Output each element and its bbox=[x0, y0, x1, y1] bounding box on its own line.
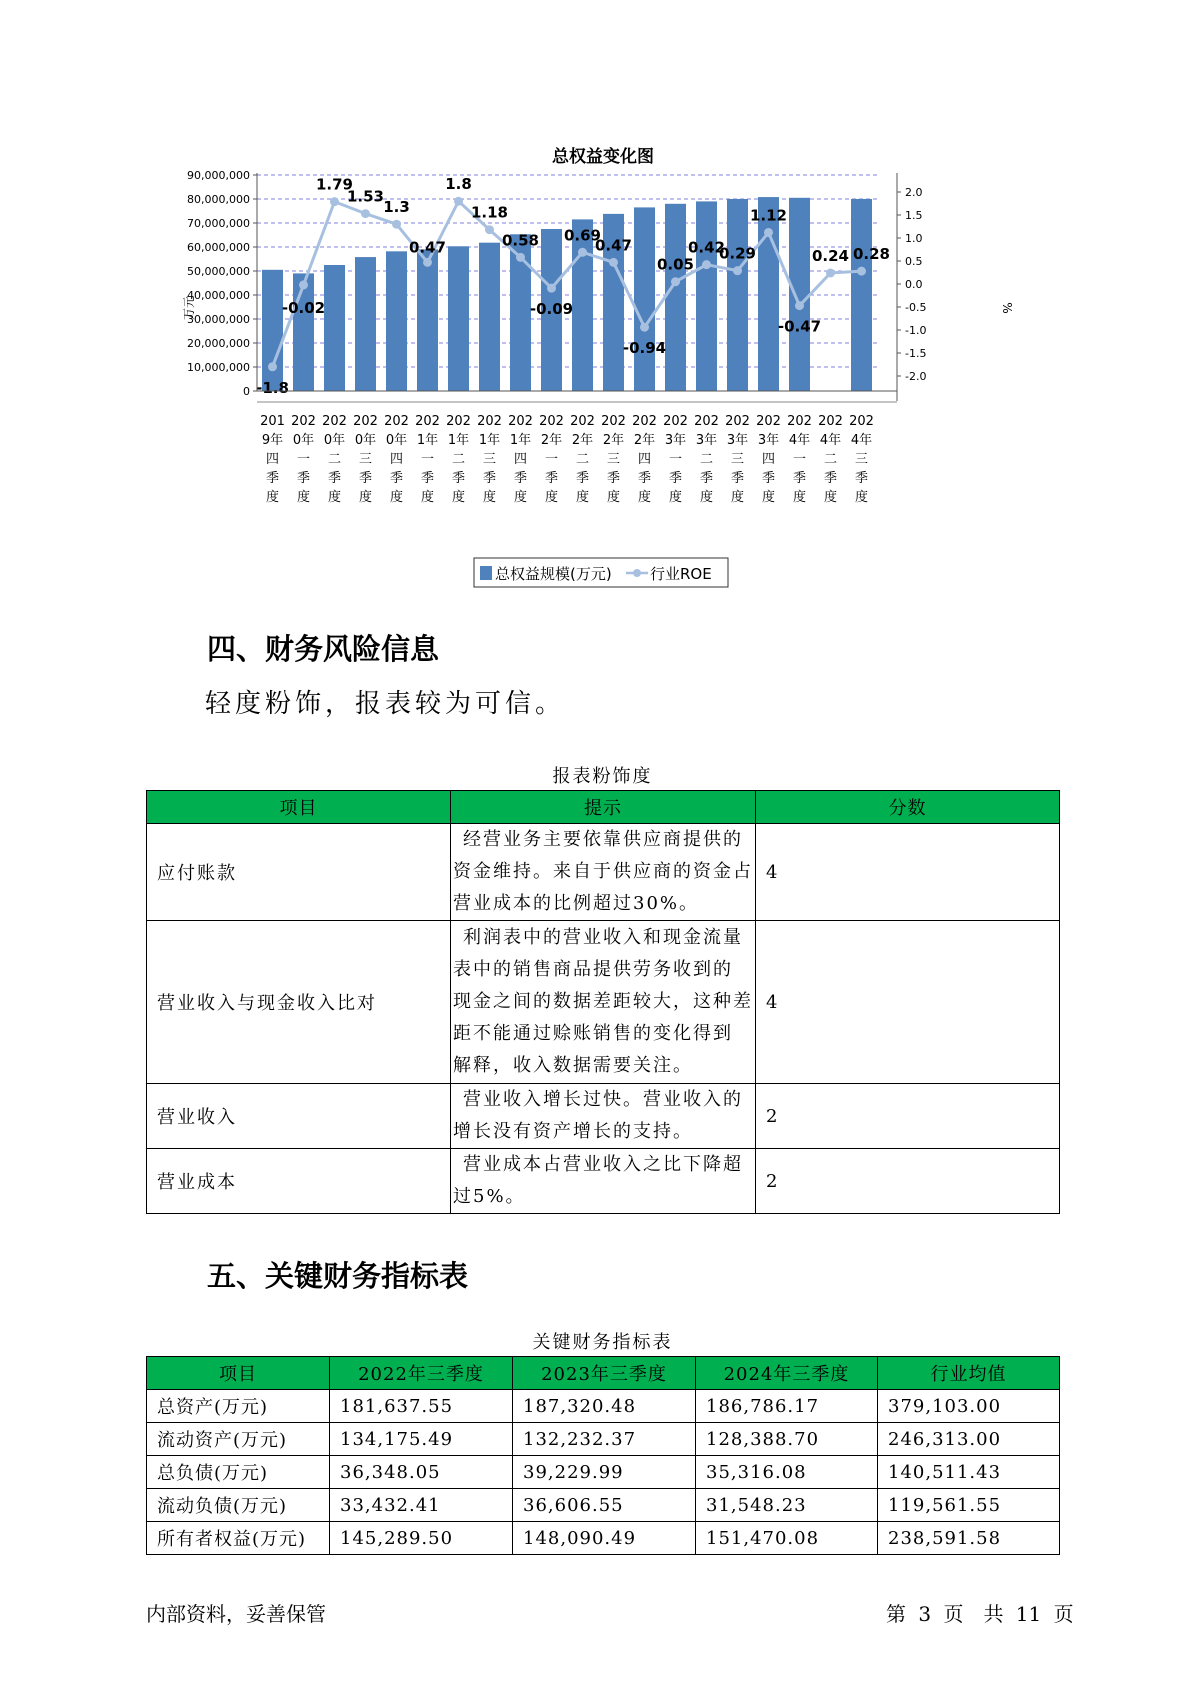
x-tick-label: 202 bbox=[818, 414, 843, 429]
x-tick-label: 四 bbox=[761, 452, 776, 467]
y-tick-label: 80,000,000 bbox=[187, 193, 250, 206]
bar bbox=[417, 249, 438, 391]
roe-data-label: -0.47 bbox=[777, 317, 822, 336]
roe-point bbox=[671, 277, 680, 286]
risk-item: 营业成本 bbox=[147, 1149, 451, 1214]
x-tick-label: 季 bbox=[730, 471, 745, 486]
indicator-value: 134,175.49 bbox=[330, 1423, 513, 1456]
x-tick-label: 季 bbox=[699, 471, 714, 486]
x-tick-label: 一 bbox=[792, 452, 807, 467]
x-tick-label: 4年 bbox=[850, 433, 873, 448]
bar bbox=[386, 251, 407, 391]
indicator-value: 132,232.37 bbox=[513, 1423, 696, 1456]
indicator-value: 35,316.08 bbox=[696, 1456, 878, 1489]
section-5-heading: 五、关键财务指标表 bbox=[207, 1259, 469, 1293]
x-tick-label: 1年 bbox=[478, 433, 501, 448]
x-tick-label: 1年 bbox=[509, 433, 532, 448]
indicator-value: 39,229.99 bbox=[513, 1456, 696, 1489]
indicator-value: 128,388.70 bbox=[696, 1423, 878, 1456]
risk-hint-line: 过5%。 bbox=[453, 1186, 526, 1207]
bar bbox=[324, 265, 345, 391]
x-tick-label: 0年 bbox=[292, 433, 315, 448]
x-tick-label: 度 bbox=[420, 490, 435, 505]
kpi-table-caption: 关键财务指标表 bbox=[532, 1332, 673, 1353]
y2-tick-label: -1.0 bbox=[905, 324, 927, 337]
table-row bbox=[147, 1423, 1060, 1456]
x-tick-label: 度 bbox=[606, 490, 621, 505]
indicator-name: 所有者权益(万元) bbox=[147, 1522, 330, 1555]
x-tick-label: 202 bbox=[787, 414, 812, 429]
roe-point bbox=[702, 260, 711, 269]
x-tick-label: 季 bbox=[823, 471, 838, 486]
chart-legend bbox=[474, 558, 728, 587]
x-tick-label: 3年 bbox=[726, 433, 749, 448]
bar bbox=[572, 219, 593, 391]
roe-point bbox=[609, 258, 618, 267]
roe-point bbox=[268, 362, 277, 371]
x-tick-label: 三 bbox=[482, 452, 497, 467]
y2-tick-label: 2.0 bbox=[905, 186, 923, 199]
table-row bbox=[147, 921, 1060, 1084]
bar bbox=[727, 199, 748, 391]
x-tick-label: 202 bbox=[539, 414, 564, 429]
x-tick-label: 二 bbox=[575, 452, 590, 467]
x-tick-label: 度 bbox=[730, 490, 745, 505]
risk-score: 4 bbox=[756, 921, 1060, 1084]
indicator-name: 总负债(万元) bbox=[147, 1456, 330, 1489]
x-tick-label: 季 bbox=[296, 471, 311, 486]
column-header-item: 项目 bbox=[147, 1357, 330, 1390]
risk-item: 应付账款 bbox=[147, 824, 451, 921]
roe-point bbox=[640, 323, 649, 332]
risk-hint-line: 距不能通过赊账销售的变化得到 bbox=[453, 1023, 733, 1044]
indicator-value: 145,289.50 bbox=[330, 1522, 513, 1555]
x-tick-label: 度 bbox=[544, 490, 559, 505]
roe-data-label: 1.8 bbox=[445, 175, 472, 194]
x-tick-label: 3年 bbox=[695, 433, 718, 448]
x-tick-label: 二 bbox=[699, 452, 714, 467]
y-tick-label: 70,000,000 bbox=[187, 217, 250, 230]
indicator-value: 119,561.55 bbox=[878, 1489, 1060, 1522]
x-tick-label: 季 bbox=[854, 471, 869, 486]
roe-data-label: -0.94 bbox=[622, 339, 667, 358]
x-tick-label: 四 bbox=[265, 452, 280, 467]
indicator-name: 流动资产(万元) bbox=[147, 1423, 330, 1456]
roe-point bbox=[392, 220, 401, 229]
x-tick-label: 度 bbox=[792, 490, 807, 505]
footer-page-number: 第 3 页 共 11 页 bbox=[886, 1602, 1074, 1626]
indicator-value: 238,591.58 bbox=[878, 1522, 1060, 1555]
column-header-2022q3: 2022年三季度 bbox=[330, 1357, 513, 1390]
x-tick-label: 四 bbox=[389, 452, 404, 467]
indicator-name: 总资产(万元) bbox=[147, 1390, 330, 1423]
x-tick-label: 1年 bbox=[447, 433, 470, 448]
x-tick-label: 1年 bbox=[416, 433, 439, 448]
x-tick-label: 季 bbox=[327, 471, 342, 486]
x-tick-label: 季 bbox=[668, 471, 683, 486]
risk-item: 营业收入 bbox=[147, 1084, 451, 1149]
x-tick-label: 4年 bbox=[819, 433, 842, 448]
risk-hint bbox=[451, 1149, 756, 1214]
x-tick-label: 2年 bbox=[540, 433, 563, 448]
x-tick-label: 2年 bbox=[571, 433, 594, 448]
x-tick-label: 2年 bbox=[633, 433, 656, 448]
bar bbox=[262, 270, 283, 391]
column-header-hint: 提示 bbox=[451, 791, 756, 824]
indicator-value: 186,786.17 bbox=[696, 1390, 878, 1423]
risk-summary: 轻度粉饰，报表较为可信。 bbox=[205, 689, 566, 719]
y2-tick-label: 1.5 bbox=[905, 209, 923, 222]
x-tick-label: 202 bbox=[849, 414, 874, 429]
legend-bar-label: 总权益规模(万元) bbox=[495, 565, 612, 583]
indicator-value: 140,511.43 bbox=[878, 1456, 1060, 1489]
risk-hint-line: 现金之间的数据差距较大，这种差 bbox=[453, 991, 753, 1012]
column-header-industry-avg: 行业均值 bbox=[878, 1357, 1060, 1390]
y-tick-label: 10,000,000 bbox=[187, 361, 250, 374]
x-tick-label: 度 bbox=[699, 490, 714, 505]
y-tick-label: 60,000,000 bbox=[187, 241, 250, 254]
roe-point bbox=[454, 197, 463, 206]
x-tick-label: 季 bbox=[761, 471, 776, 486]
roe-point bbox=[578, 248, 587, 257]
roe-data-label: -1.8 bbox=[256, 379, 289, 397]
x-tick-label: 季 bbox=[637, 471, 652, 486]
x-tick-label: 度 bbox=[513, 490, 528, 505]
y-tick-label: 0 bbox=[243, 385, 250, 398]
roe-data-label: 1.12 bbox=[749, 206, 788, 225]
x-tick-label: 202 bbox=[291, 414, 316, 429]
x-tick-label: 202 bbox=[384, 414, 409, 429]
roe-data-label: 0.05 bbox=[656, 255, 695, 274]
roe-point bbox=[485, 225, 494, 234]
indicator-value: 148,090.49 bbox=[513, 1522, 696, 1555]
roe-data-label: 0.29 bbox=[718, 244, 757, 263]
y-axis-left-label: 万元 bbox=[182, 295, 196, 321]
x-tick-label: 一 bbox=[668, 452, 683, 467]
legend-line-label: 行业ROE bbox=[650, 565, 712, 583]
x-tick-label: 三 bbox=[606, 452, 621, 467]
x-tick-label: 202 bbox=[725, 414, 750, 429]
risk-hint-line: 经营业务主要依靠供应商提供的 bbox=[463, 829, 743, 850]
indicator-value: 36,606.55 bbox=[513, 1489, 696, 1522]
legend-bar-swatch bbox=[480, 566, 492, 580]
y-tick-label: 40,000,000 bbox=[187, 289, 250, 302]
x-tick-label: 季 bbox=[389, 471, 404, 486]
x-tick-label: 202 bbox=[477, 414, 502, 429]
key-financial-indicators-table bbox=[146, 1356, 1060, 1555]
roe-data-label: 1.53 bbox=[346, 187, 385, 206]
x-tick-label: 季 bbox=[420, 471, 435, 486]
section-4-heading: 四、财务风险信息 bbox=[207, 632, 440, 666]
y2-tick-label: 0.0 bbox=[905, 278, 923, 291]
table-row bbox=[147, 1522, 1060, 1555]
risk-hint-line: 营业成本的比例超过30%。 bbox=[453, 893, 700, 914]
x-tick-label: 季 bbox=[451, 471, 466, 486]
x-tick-label: 度 bbox=[823, 490, 838, 505]
roe-data-label: 0.42 bbox=[687, 238, 726, 257]
roe-point bbox=[795, 301, 804, 310]
x-tick-label: 202 bbox=[322, 414, 347, 429]
roe-data-label: 0.28 bbox=[852, 245, 891, 264]
risk-hint bbox=[451, 824, 756, 921]
column-header-item: 项目 bbox=[147, 791, 451, 824]
column-header-2024q3: 2024年三季度 bbox=[696, 1357, 878, 1390]
y2-tick-label: -0.5 bbox=[905, 301, 927, 314]
risk-hint-line: 表中的销售商品提供劳务收到的 bbox=[453, 959, 733, 980]
x-tick-label: 度 bbox=[389, 490, 404, 505]
risk-hint bbox=[451, 1084, 756, 1149]
table-row bbox=[147, 1489, 1060, 1522]
table-row bbox=[147, 1390, 1060, 1423]
bar bbox=[851, 199, 872, 391]
x-tick-label: 季 bbox=[544, 471, 559, 486]
roe-point bbox=[857, 267, 866, 276]
x-tick-label: 季 bbox=[265, 471, 280, 486]
roe-point bbox=[299, 280, 308, 289]
x-tick-label: 0年 bbox=[354, 433, 377, 448]
table-header-row bbox=[147, 791, 1060, 824]
x-tick-label: 4年 bbox=[788, 433, 811, 448]
bar bbox=[634, 207, 655, 391]
risk-item: 营业收入与现金收入比对 bbox=[147, 921, 451, 1084]
x-tick-label: 二 bbox=[823, 452, 838, 467]
x-tick-label: 季 bbox=[482, 471, 497, 486]
x-tick-label: 201 bbox=[260, 414, 285, 429]
x-tick-label: 度 bbox=[761, 490, 776, 505]
x-tick-label: 二 bbox=[327, 452, 342, 467]
roe-point bbox=[330, 197, 339, 206]
roe-point bbox=[547, 284, 556, 293]
risk-score: 2 bbox=[756, 1149, 1060, 1214]
x-tick-label: 度 bbox=[854, 490, 869, 505]
y-axis-right-label: % bbox=[1000, 302, 1014, 314]
x-tick-label: 三 bbox=[358, 452, 373, 467]
x-tick-label: 9年 bbox=[261, 433, 284, 448]
table-row bbox=[147, 1149, 1060, 1214]
indicator-value: 181,637.55 bbox=[330, 1390, 513, 1423]
risk-score: 4 bbox=[756, 824, 1060, 921]
risk-hint-line: 解释，收入数据需要关注。 bbox=[453, 1055, 693, 1076]
table-header-row bbox=[147, 1357, 1060, 1390]
x-tick-label: 度 bbox=[451, 490, 466, 505]
roe-point bbox=[516, 253, 525, 262]
risk-hint-line: 资金维持。来自于供应商的资金占 bbox=[453, 861, 753, 882]
x-tick-label: 202 bbox=[694, 414, 719, 429]
roe-data-label: -0.02 bbox=[281, 298, 326, 317]
indicator-value: 379,103.00 bbox=[878, 1390, 1060, 1423]
risk-hint-line: 利润表中的营业收入和现金流量 bbox=[463, 927, 743, 948]
roe-data-label: 1.79 bbox=[315, 175, 354, 194]
bar bbox=[448, 246, 469, 391]
risk-table-caption: 报表粉饰度 bbox=[552, 766, 653, 787]
x-tick-label: 四 bbox=[637, 452, 652, 467]
x-tick-label: 202 bbox=[756, 414, 781, 429]
x-tick-label: 二 bbox=[451, 452, 466, 467]
column-header-score: 分数 bbox=[756, 791, 1060, 824]
x-tick-label: 三 bbox=[730, 452, 745, 467]
risk-hint-line: 营业成本占营业收入之比下降超 bbox=[463, 1154, 743, 1175]
equity-change-chart bbox=[160, 130, 1014, 590]
x-tick-label: 季 bbox=[792, 471, 807, 486]
roe-data-label: 0.47 bbox=[594, 236, 633, 255]
column-header-2023q3: 2023年三季度 bbox=[513, 1357, 696, 1390]
bar bbox=[355, 257, 376, 391]
x-tick-label: 202 bbox=[601, 414, 626, 429]
legend-line-marker bbox=[633, 569, 641, 577]
indicator-value: 151,470.08 bbox=[696, 1522, 878, 1555]
roe-data-label: 0.69 bbox=[563, 226, 602, 245]
roe-point bbox=[423, 258, 432, 267]
indicator-value: 187,320.48 bbox=[513, 1390, 696, 1423]
y-tick-label: 30,000,000 bbox=[187, 313, 250, 326]
window-dressing-table bbox=[146, 790, 1060, 1214]
risk-hint-line: 增长没有资产增长的支持。 bbox=[453, 1121, 693, 1142]
y2-tick-label: 0.5 bbox=[905, 255, 923, 268]
x-tick-label: 四 bbox=[513, 452, 528, 467]
x-tick-label: 季 bbox=[358, 471, 373, 486]
bar bbox=[479, 243, 500, 391]
x-tick-label: 202 bbox=[632, 414, 657, 429]
roe-data-label: 0.47 bbox=[408, 238, 447, 257]
x-tick-label: 202 bbox=[508, 414, 533, 429]
bar bbox=[696, 201, 717, 391]
chart-title: 总权益变化图 bbox=[552, 147, 654, 167]
roe-point bbox=[826, 268, 835, 277]
roe-point bbox=[361, 209, 370, 218]
x-tick-label: 度 bbox=[327, 490, 342, 505]
footer-confidential-note: 内部资料，妥善保管 bbox=[146, 1602, 326, 1626]
x-tick-label: 度 bbox=[575, 490, 590, 505]
x-tick-label: 季 bbox=[575, 471, 590, 486]
x-tick-label: 度 bbox=[482, 490, 497, 505]
roe-data-label: 0.24 bbox=[811, 246, 850, 265]
y2-tick-label: 1.0 bbox=[905, 232, 923, 245]
indicator-value: 246,313.00 bbox=[878, 1423, 1060, 1456]
x-tick-label: 2年 bbox=[602, 433, 625, 448]
x-tick-label: 度 bbox=[668, 490, 683, 505]
bar bbox=[758, 197, 779, 391]
x-tick-label: 202 bbox=[446, 414, 471, 429]
roe-data-label: 1.18 bbox=[470, 203, 509, 222]
x-tick-label: 度 bbox=[637, 490, 652, 505]
roe-data-label: 0.58 bbox=[501, 231, 540, 250]
roe-point bbox=[764, 228, 773, 237]
bar bbox=[665, 204, 686, 391]
x-tick-label: 3年 bbox=[757, 433, 780, 448]
roe-data-label: 1.3 bbox=[383, 198, 410, 217]
x-tick-label: 一 bbox=[420, 452, 435, 467]
y-tick-label: 50,000,000 bbox=[187, 265, 250, 278]
indicator-name: 流动负债(万元) bbox=[147, 1489, 330, 1522]
indicator-value: 33,432.41 bbox=[330, 1489, 513, 1522]
table-row bbox=[147, 1456, 1060, 1489]
y2-tick-label: -1.5 bbox=[905, 347, 927, 360]
bar bbox=[293, 273, 314, 391]
x-tick-label: 0年 bbox=[323, 433, 346, 448]
x-tick-label: 三 bbox=[854, 452, 869, 467]
table-row bbox=[147, 1084, 1060, 1149]
x-tick-label: 度 bbox=[358, 490, 373, 505]
indicator-value: 31,548.23 bbox=[696, 1489, 878, 1522]
x-tick-label: 一 bbox=[544, 452, 559, 467]
x-tick-label: 季 bbox=[606, 471, 621, 486]
risk-hint-line: 营业收入增长过快。营业收入的 bbox=[463, 1089, 743, 1110]
x-tick-label: 202 bbox=[663, 414, 688, 429]
x-tick-label: 202 bbox=[570, 414, 595, 429]
risk-score: 2 bbox=[756, 1084, 1060, 1149]
x-tick-label: 202 bbox=[415, 414, 440, 429]
y-tick-label: 20,000,000 bbox=[187, 337, 250, 350]
roe-data-label: -0.09 bbox=[529, 300, 574, 319]
risk-hint bbox=[451, 921, 756, 1084]
x-tick-label: 3年 bbox=[664, 433, 687, 448]
y2-tick-label: -2.0 bbox=[905, 370, 927, 383]
x-tick-label: 一 bbox=[296, 452, 311, 467]
x-tick-label: 0年 bbox=[385, 433, 408, 448]
roe-point bbox=[733, 266, 742, 275]
x-tick-label: 度 bbox=[265, 490, 280, 505]
x-tick-label: 度 bbox=[296, 490, 311, 505]
y-tick-label: 90,000,000 bbox=[187, 169, 250, 182]
bar bbox=[789, 198, 810, 391]
table-row bbox=[147, 824, 1060, 921]
indicator-value: 36,348.05 bbox=[330, 1456, 513, 1489]
x-tick-label: 202 bbox=[353, 414, 378, 429]
x-tick-label: 季 bbox=[513, 471, 528, 486]
